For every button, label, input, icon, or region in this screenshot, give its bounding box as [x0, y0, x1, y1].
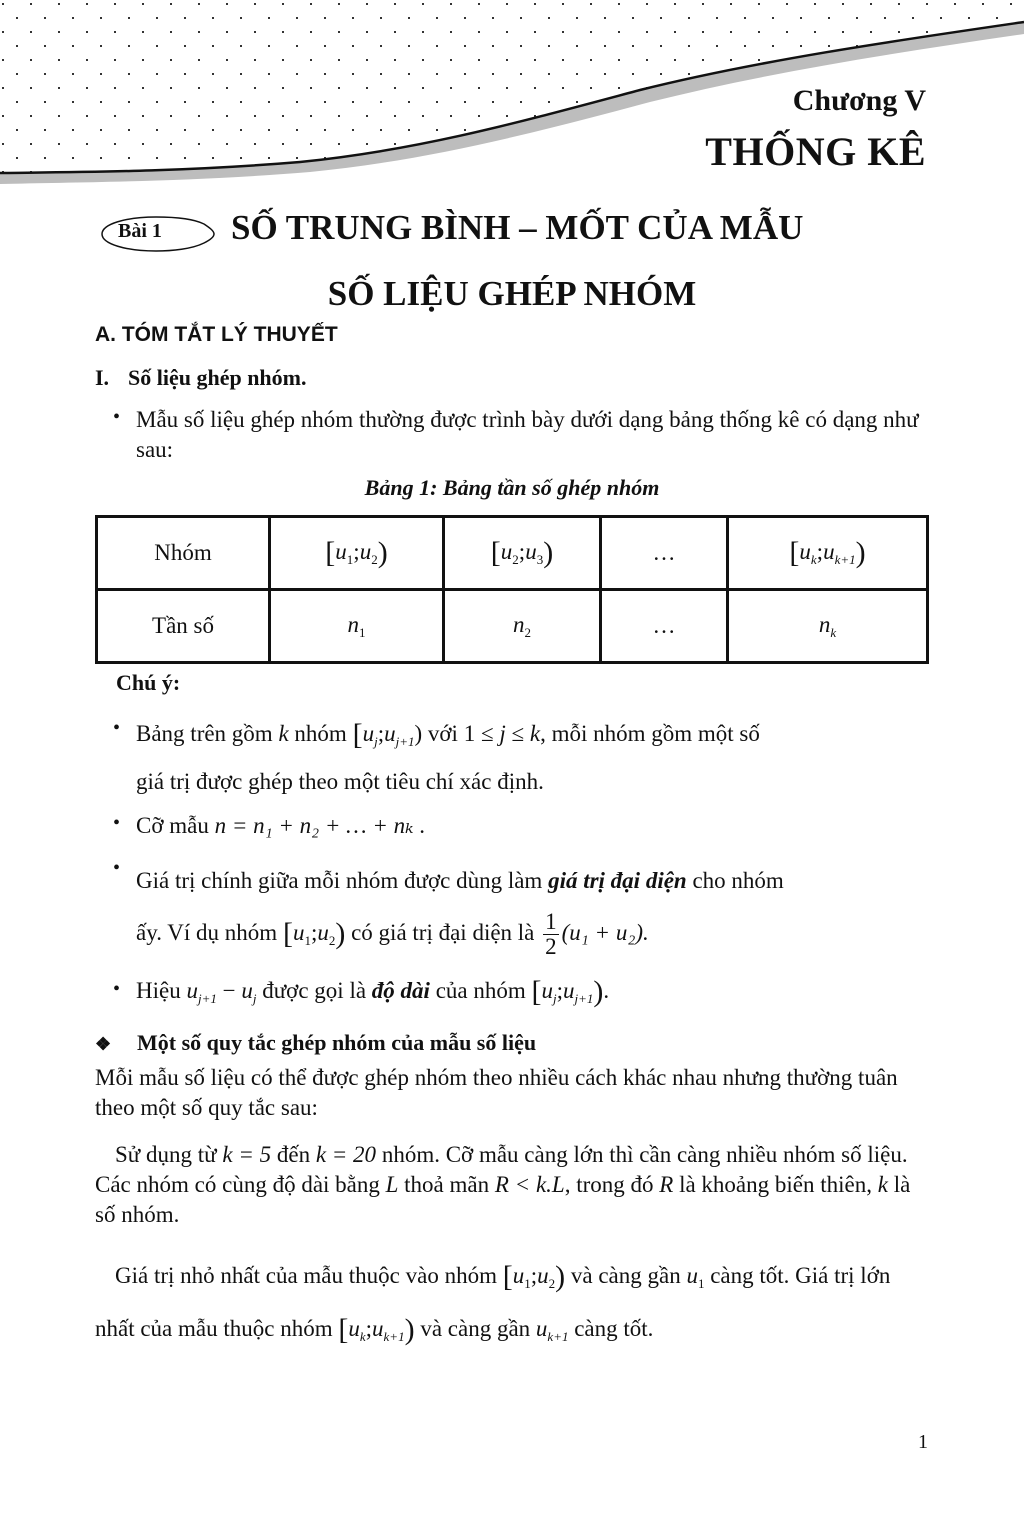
section-title: Số liệu ghép nhóm. — [128, 365, 307, 390]
table-cell-ellipsis: … — [601, 590, 728, 663]
section-heading-i — [95, 365, 307, 391]
rules-paragraph-1: Mỗi mẫu số liệu có thể được ghép nhóm theo nhiều cách khác nhau nhưng thường tuân theo một số quy tắc sau: — [95, 1065, 898, 1120]
note-title: Chú ý: — [116, 670, 181, 695]
rules-heading — [95, 1030, 536, 1056]
note-bullet-sample-size: Cỡ mẫu n = n₁ + n₂ + … + nₖ . — [136, 813, 426, 838]
table-cell-label: Tần số — [97, 590, 270, 663]
lesson-title-line2 — [0, 274, 1024, 314]
note-bullet-representative: Giá trị chính giữa mỗi nhóm được dùng làm giá trị đại diện cho nhóm ấy. Ví dụ nhóm $[u_1;u_2)$ có giá trị đại diện là $\frac{1}{2}$ (u₁ + u₂). — [136, 868, 784, 960]
table-cell-group: $[u_1;u_2)$ — [270, 517, 444, 590]
rules-paragraph-2: Sử dụng từ k = 5 đến k = 20 nhóm. Cỡ mẫu càng lớn thì cần càng nhiều nhóm số liệu. Các nhóm có cùng độ dài bằng L thoả mãn R < k.L, trong đó R là khoảng biến thiên, k là số nhóm. — [95, 1142, 911, 1227]
table-cell-ellipsis: … — [601, 517, 728, 590]
section-number: I. — [95, 365, 110, 390]
table-cell-label: Nhóm — [97, 517, 270, 590]
bullet-icon: • — [113, 978, 121, 1000]
fraction: $\frac{1}{2}$ — [545, 909, 557, 960]
chapter-title: THỐNG KÊ — [705, 129, 926, 174]
intro-bullet-text: Mẫu số liệu ghép nhóm thường được trình bày dưới dạng bảng thống kê có dạng như sau: — [136, 407, 919, 462]
sample-size-formula: n = n₁ + n₂ + … + nₖ — [214, 813, 414, 838]
lesson-badge-label: Bài 1 — [118, 220, 162, 242]
bullet-icon: • — [113, 812, 121, 834]
note-bullet-groups: Bảng trên gồm k nhóm $[u_j;u_{j+1})$ với 1 ≤ j ≤ k, mỗi nhóm gồm một số giá trị được ghép theo một tiêu chí xác định. — [136, 718, 760, 794]
table-cell-group: $[u_k;u_{k+1})$ — [728, 517, 928, 590]
table-cell-frequency: $n_1$ — [270, 590, 444, 663]
page-number: 1 — [918, 1431, 928, 1453]
lesson-title-line2-text: SỐ LIỆU GHÉP NHÓM — [327, 274, 697, 313]
table-caption: Bảng 1: Bảng tần số ghép nhóm — [364, 475, 660, 500]
table-cell-frequency: $n_k$ — [728, 590, 928, 663]
bullet-icon: • — [113, 406, 121, 428]
lesson-badge — [100, 216, 216, 250]
table-cell-frequency: $n_2$ — [444, 590, 601, 663]
note-bullet-length: Hiệu $u_{j+1} - u_j$ được gọi là độ dài của nhóm $[u_j;u_{j+1})$. — [136, 975, 610, 1008]
bullet-icon: • — [113, 717, 121, 739]
rules-paragraph-3: Giá trị nhỏ nhất của mẫu thuộc vào nhóm $[u_1;u_2)$ và càng gần $u_1$ càng tốt. Giá trị lớn nhất của mẫu thuộc nhóm $[u_k;u_{k+1})$ và càng gần $u_{k+1}$ càng tốt. — [95, 1260, 891, 1346]
bullet-icon: • — [113, 857, 121, 879]
rules-heading-text: Một số quy tắc ghép nhóm của mẫu số liệu — [137, 1030, 537, 1055]
table-row-frequencies — [97, 590, 928, 663]
frequency-table — [95, 515, 929, 664]
table-row-groups — [97, 517, 928, 590]
table-cell-group: $[u_2;u_3)$ — [444, 517, 601, 590]
diamond-bullet-icon: ❖ — [95, 1034, 112, 1054]
chapter-label: Chương V — [792, 84, 926, 117]
section-heading-a: A. TÓM TẮT LÝ THUYẾT — [95, 323, 338, 346]
lesson-title-line1: SỐ TRUNG BÌNH – MỐT CỦA MẪU — [231, 208, 804, 247]
